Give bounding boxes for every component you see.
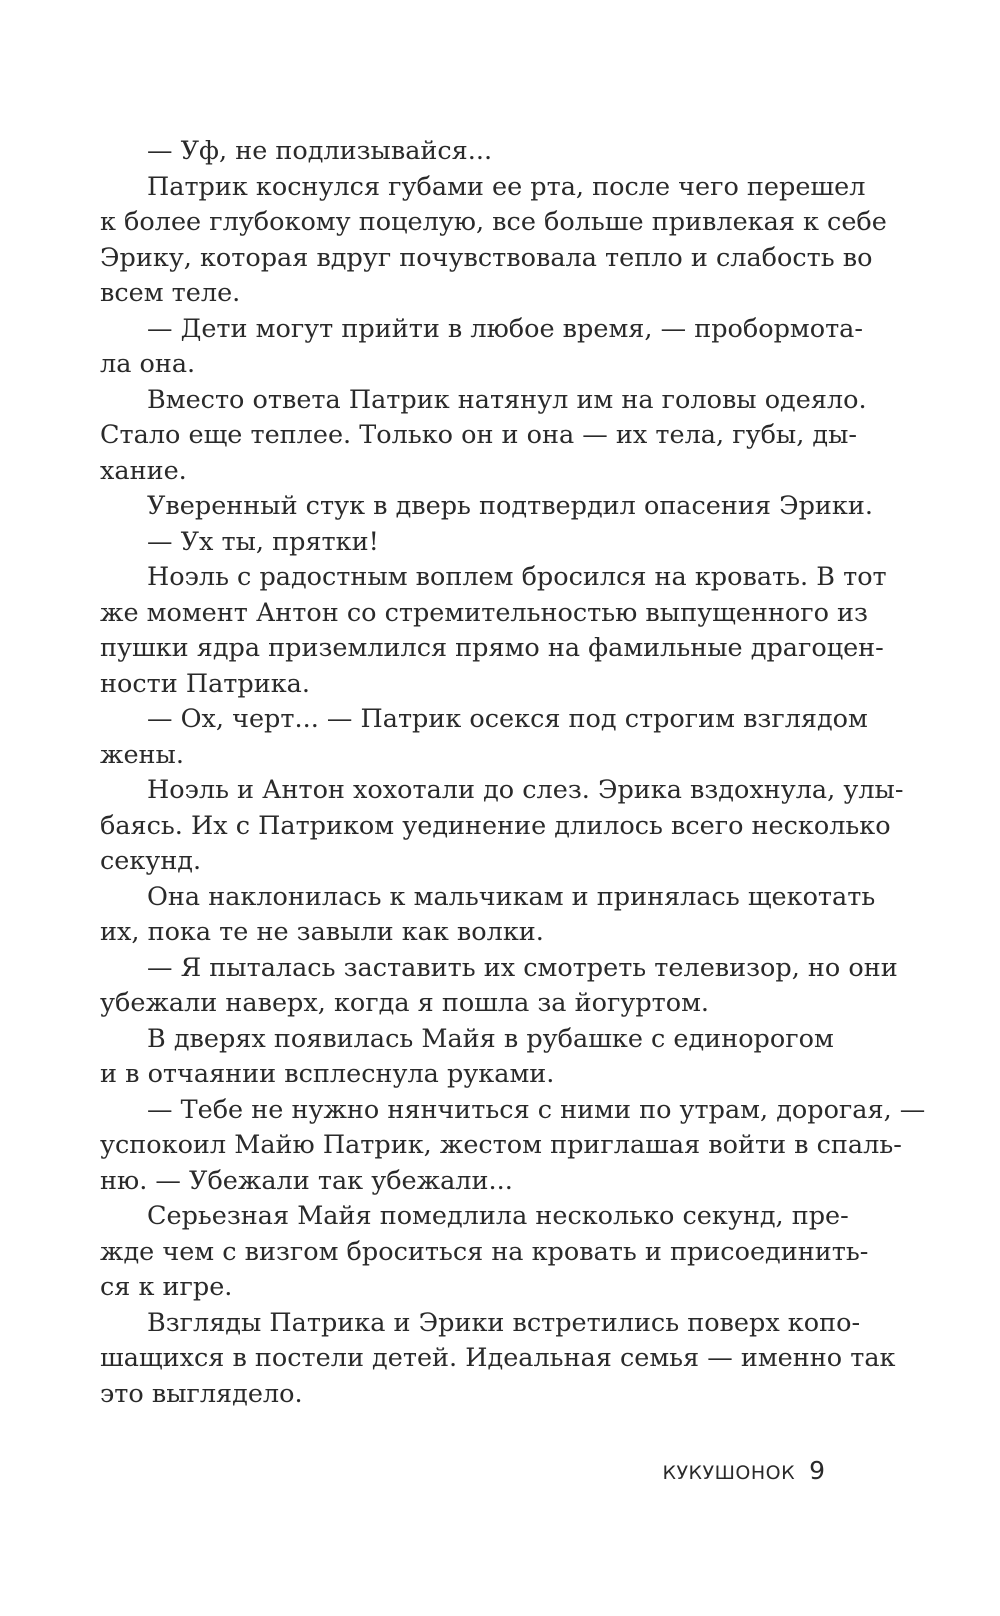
text-line: Вместо ответа Патрик натянул им на головы одеяло. bbox=[147, 384, 867, 415]
text-line: Серьезная Майя помедлила несколько секунд, пре- bbox=[147, 1201, 849, 1231]
text-line: — Тебе не нужно нянчиться с ними по утрам, дорогая, — bbox=[147, 1094, 926, 1125]
text-line: Патрик коснулся губами ее рта, после чего перешел bbox=[147, 171, 866, 202]
text-line: Стало еще теплее. Только он и она — их тела, губы, ды- bbox=[100, 420, 858, 450]
text-line: же момент Антон со стремительностью выпущенного из bbox=[100, 597, 868, 628]
text-line: — Ух ты, прятки! bbox=[147, 526, 379, 557]
text-line: пушки ядра приземлился прямо на фамильные драгоцен- bbox=[100, 633, 884, 663]
text-line: успокоил Майю Патрик, жестом приглашая войти в спаль- bbox=[100, 1130, 902, 1160]
text-line: и в отчаянии всплеснула руками. bbox=[100, 1059, 555, 1089]
text-line: ности Патрика. bbox=[100, 668, 310, 699]
text-line: ню. — Убежали так убежали... bbox=[100, 1165, 513, 1196]
text-line: к более глубокому поцелую, все больше привлекая к себе bbox=[100, 207, 887, 237]
text-line: — Я пыталась заставить их смотреть телевизор, но они bbox=[147, 952, 898, 983]
text-line: жены. bbox=[100, 739, 184, 770]
text-line: Она наклонилась к мальчикам и принялась щекотать bbox=[147, 881, 876, 912]
text-line: шащихся в постели детей. Идеальная семья — именно так bbox=[100, 1343, 896, 1373]
body-text bbox=[100, 134, 926, 1412]
text-line: Взгляды Патрика и Эрики встретились поверх копо- bbox=[147, 1307, 861, 1338]
text-line: Уверенный стук в дверь подтвердил опасения Эрики. bbox=[147, 491, 873, 521]
text-line: Ноэль с радостным воплем бросился на кровать. В тот bbox=[147, 562, 887, 592]
text-line: хание. bbox=[100, 455, 187, 486]
text-line: Эрику, которая вдруг почувствовала тепло и слабость во bbox=[100, 242, 873, 273]
text-line: — Уф, не подлизывайся... bbox=[147, 136, 493, 166]
text-line: — Дети могут прийти в любое время, — пробормота- bbox=[147, 313, 864, 344]
page-number: 9 bbox=[809, 1456, 825, 1485]
text-line: — Ох, черт... — Патрик осекся под строгим взглядом bbox=[147, 704, 868, 734]
text-line: В дверях появилась Майя в рубашке с единорогом bbox=[147, 1023, 834, 1054]
text-line: убежали наверх, когда я пошла за йогуртом. bbox=[100, 988, 710, 1018]
text-line: ла она. bbox=[100, 349, 196, 379]
text-line: это выглядело. bbox=[100, 1378, 303, 1409]
text-line: их, пока те не завыли как волки. bbox=[100, 917, 544, 947]
text-line: ся к игре. bbox=[100, 1272, 233, 1302]
running-title: КУКУШОНОК bbox=[662, 1462, 796, 1484]
text-line: секунд. bbox=[100, 846, 202, 876]
page-footer bbox=[662, 1456, 825, 1485]
text-line: всем теле. bbox=[100, 278, 241, 308]
text-line: Ноэль и Антон хохотали до слез. Эрика вздохнула, улы- bbox=[147, 775, 904, 805]
text-line: баясь. Их с Патриком уединение длилось всего несколько bbox=[100, 810, 891, 841]
text-line: жде чем с визгом броситься на кровать и присоединить- bbox=[100, 1236, 869, 1267]
